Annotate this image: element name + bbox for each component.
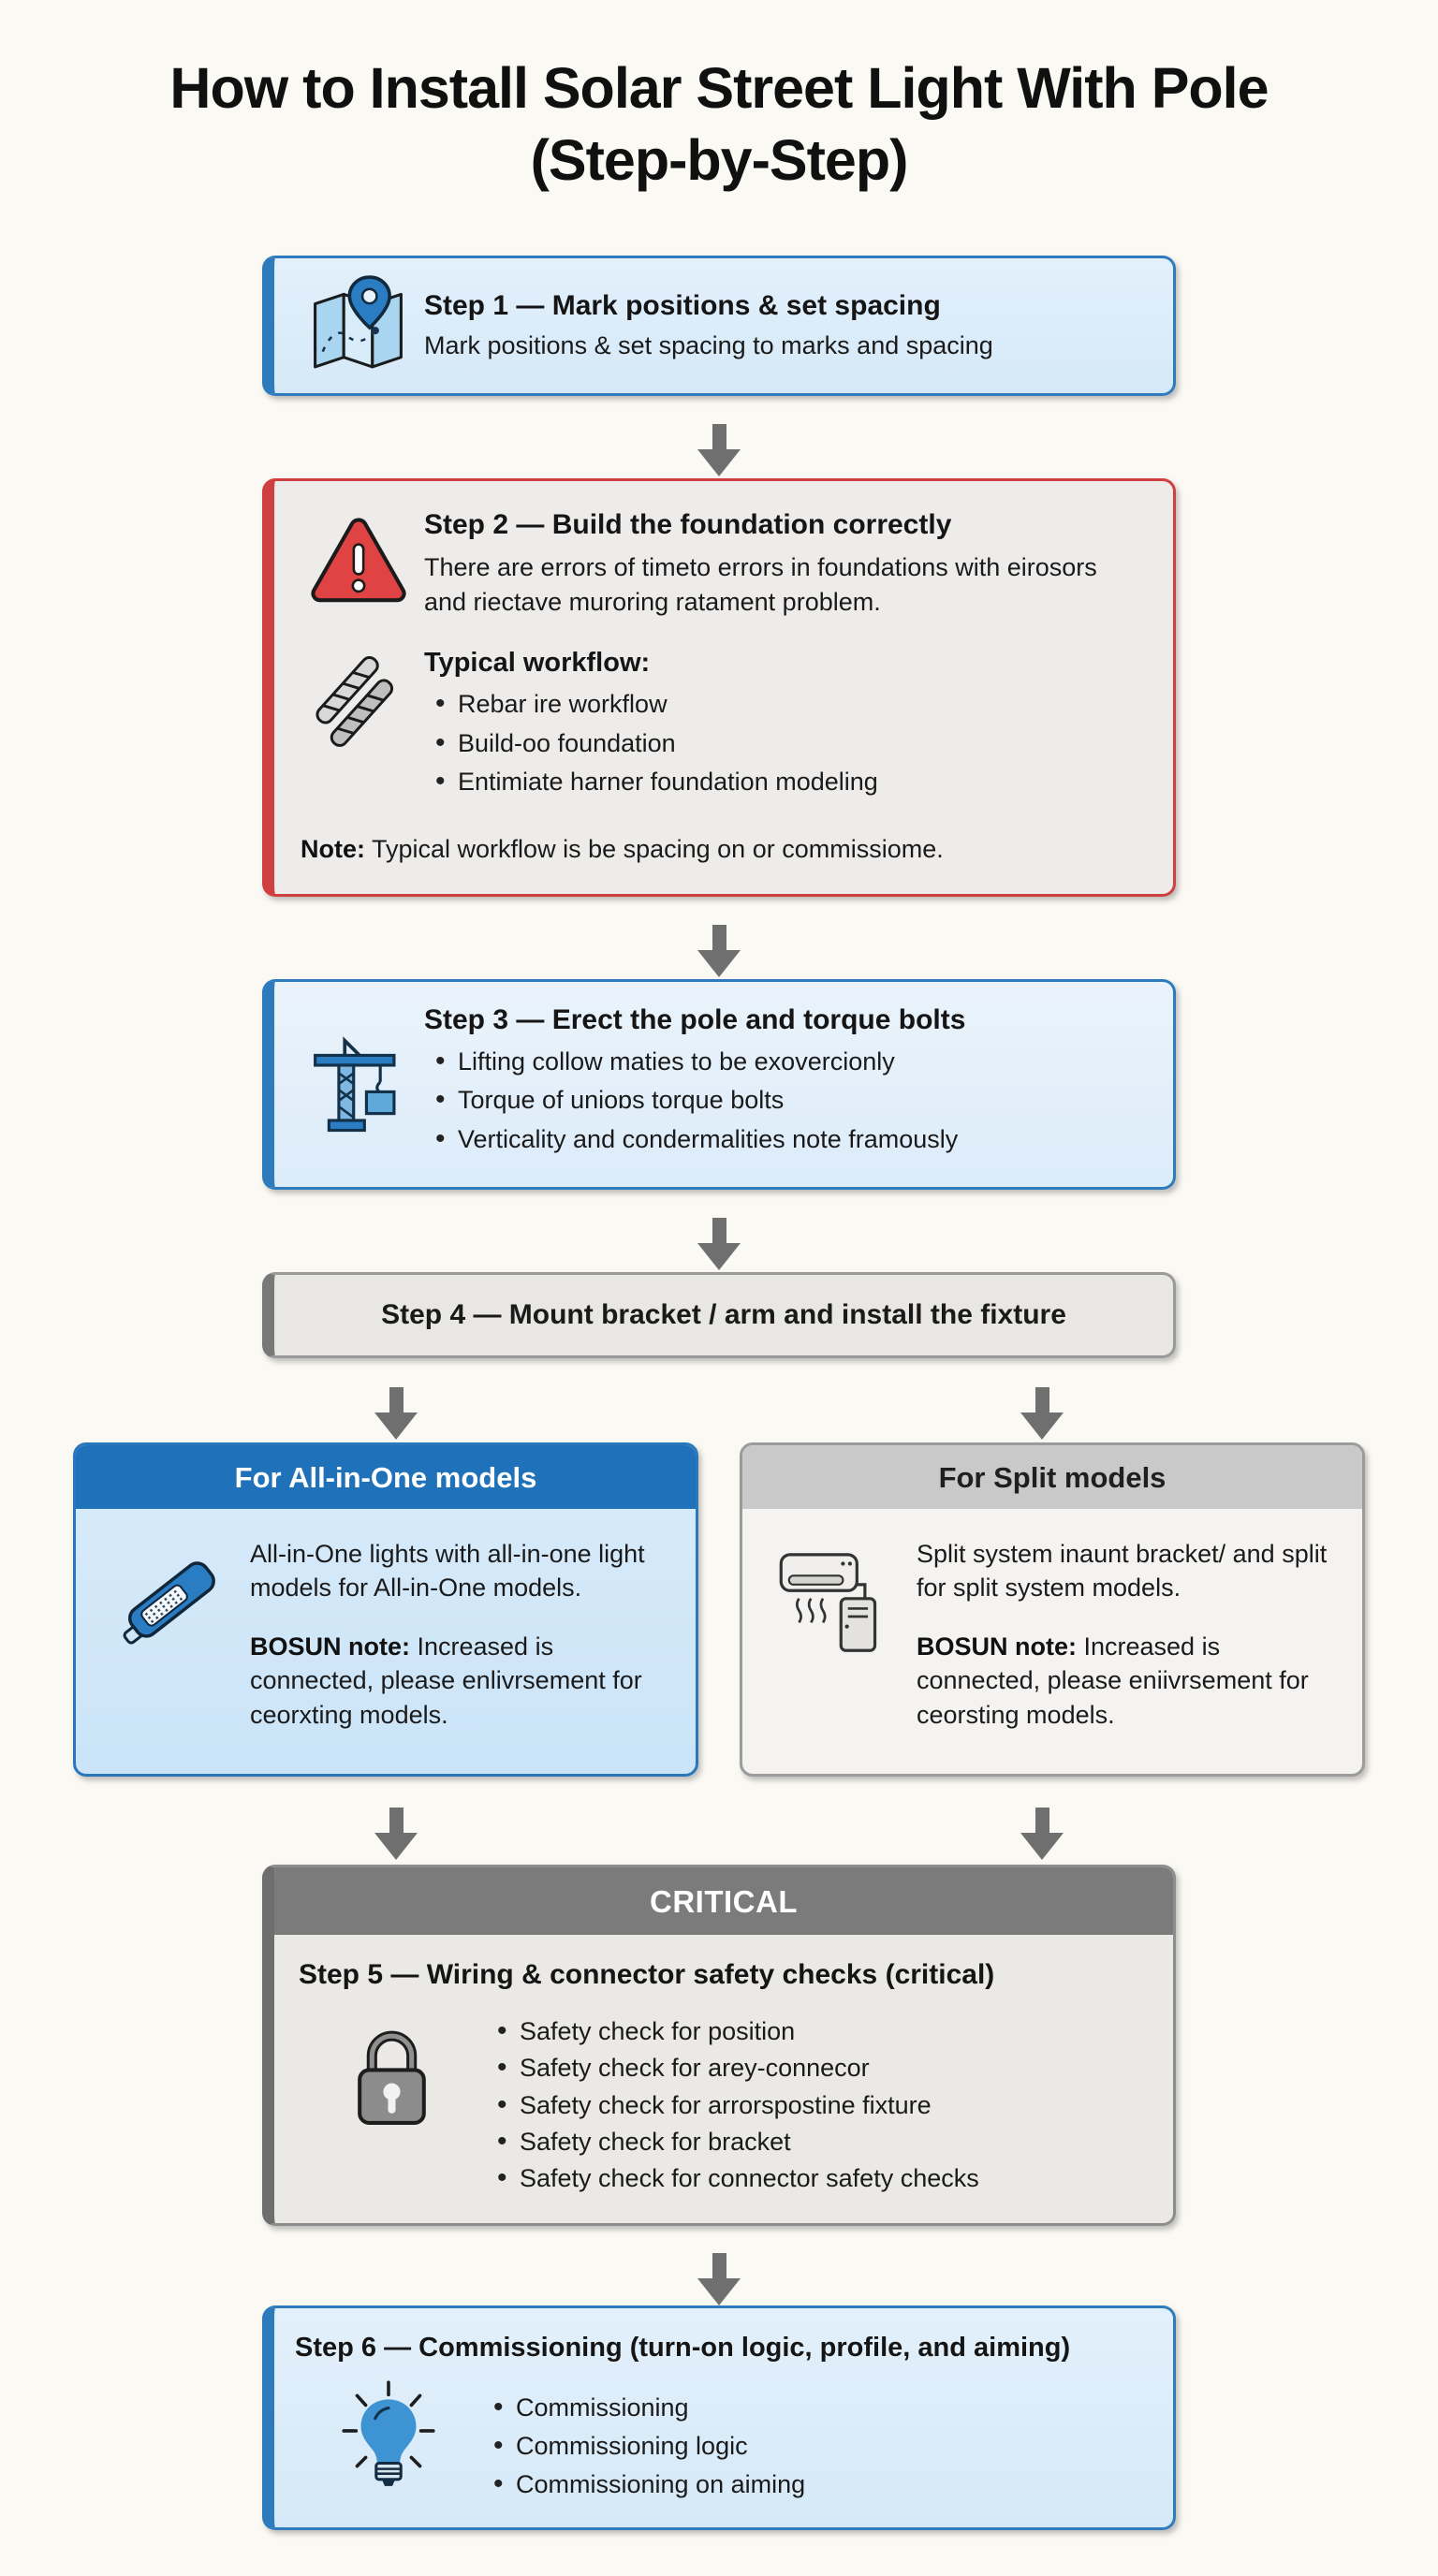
- branch-left-note-text: Increased is connected, please enlivrsement for ceorxting models.: [250, 1632, 642, 1729]
- list-item: [424, 730, 878, 756]
- step3-bullet-1: Lifting collow maties to be exovercionly: [458, 1046, 895, 1076]
- list-item: [482, 2394, 805, 2421]
- step3-bullet-2: Torque of unioɒs torque bolts: [458, 1086, 785, 1115]
- down-arrow-icon: [389, 1808, 404, 1833]
- list-item: [424, 1048, 965, 1075]
- branch-split: [740, 1442, 1365, 1777]
- step5-bullet-5: Safety check for connector safety checks: [520, 2164, 979, 2193]
- branch-row: [73, 1442, 1365, 1777]
- step2-bullet-1: Rebar ire workflow: [458, 690, 668, 719]
- list-item: [486, 2018, 979, 2044]
- step4-title: Step 4 — Mount bracket / arm and install the fixture: [381, 1298, 1066, 1330]
- down-arrow-icon: [712, 2253, 726, 2278]
- split-arrow-row-bottom: [73, 1777, 1365, 1865]
- padlock-icon: [347, 2023, 437, 2136]
- branch-left-icon-col: [91, 1537, 250, 1756]
- step6-bullet-2: Commissioning logic: [516, 2432, 748, 2460]
- warning-icon: [308, 513, 409, 611]
- branch-right-icon-col: [757, 1537, 917, 1756]
- list-item: [482, 2433, 805, 2459]
- step2-note-label: Note:: [301, 835, 365, 864]
- list-item: [486, 2165, 979, 2191]
- step3-bullet-list: [424, 1048, 965, 1152]
- step4-box: [262, 1272, 1176, 1358]
- step5-bullet-4: Safety check for bracket: [520, 2127, 791, 2156]
- step5-bullet-1: Safety check for position: [520, 2016, 796, 2045]
- step2-bullet-list: [424, 691, 878, 795]
- branch-left-note-label: BOSUN note:: [250, 1632, 410, 1661]
- step2-text: [424, 509, 1145, 621]
- arrow-zone-2: [262, 897, 1176, 979]
- step3-title: Step 3 — Erect the pole and torque bolts: [424, 1003, 966, 1035]
- down-arrow-icon: [1035, 1808, 1049, 1833]
- step5-box: [262, 1865, 1176, 2226]
- step5-icon-col: [299, 1998, 486, 2203]
- map-pin-icon: [308, 275, 409, 375]
- step2-note-text: Typical workflow is be spacing on or commissiome.: [365, 835, 944, 864]
- down-arrow-icon: [712, 424, 726, 449]
- split-system-icon: [777, 1546, 897, 1661]
- down-arrow-icon: [712, 925, 726, 950]
- branch-split-header: For Split models: [742, 1445, 1362, 1509]
- list-item: [424, 768, 878, 795]
- step2-title: Step 2 — Build the foundation correctly: [424, 508, 952, 540]
- list-item: [482, 2471, 805, 2497]
- step6-bullet-1: Commissioning: [516, 2393, 689, 2422]
- step3-icon-col: [293, 1004, 424, 1168]
- page-title: [0, 0, 1438, 198]
- step1-title: Step 1 — Mark positions & set spacing: [424, 290, 941, 322]
- step6-box: [262, 2305, 1176, 2530]
- down-arrow-icon: [389, 1387, 404, 1412]
- down-arrow-icon: [1035, 1387, 1049, 1412]
- step2-box: [262, 478, 1176, 897]
- page-title-line1: How to Install Solar Street Light With Pole: [169, 56, 1269, 120]
- step2-warning-icon-col: [293, 509, 424, 621]
- branch-right-text: [917, 1537, 1340, 1756]
- step6-title: Step 6 — Commissioning (turn-on logic, profile, and aiming): [295, 2332, 1071, 2363]
- critical-banner: CRITICAL: [274, 1867, 1173, 1935]
- branch-all-in-one: [73, 1442, 698, 1777]
- branch-right-note-label: BOSUN note:: [917, 1632, 1077, 1661]
- list-item: [486, 2129, 979, 2155]
- branch-left-body: All-in-One lights with all-in-one light models for All-in-One models.: [250, 1539, 645, 1603]
- list-item: [486, 2055, 979, 2081]
- arrow-zone-3: [262, 1190, 1176, 1272]
- streetlight-icon: [100, 1546, 241, 1663]
- step2-bullet-2: Build-oo foundation: [458, 728, 676, 757]
- arrow-zone-4: [262, 2226, 1176, 2305]
- step5-bullet-list: [486, 2008, 979, 2203]
- step2-workflow: [424, 648, 878, 807]
- list-item: [424, 1087, 965, 1113]
- lightbulb-icon: [331, 2377, 446, 2496]
- branch-right-body: Split system inaunt bracket/ and split for split system models.: [917, 1539, 1328, 1603]
- step3-bullet-3: Verticality and condermalities note framously: [458, 1124, 959, 1153]
- step2-body: There are errors of timeto errors in foundations with eirosors and riectave muroring ratament problem.: [424, 552, 1097, 617]
- branch-right-note-text: Increased is connected, please eniivrsement for ceorsting models.: [917, 1632, 1309, 1729]
- arrow-zone-1: [262, 396, 1176, 478]
- step5-title: Step 5 — Wiring & connector safety checks (critical): [299, 1958, 995, 1990]
- step1-text: [424, 290, 993, 360]
- list-item: [424, 691, 878, 717]
- down-arrow-icon: [712, 1218, 726, 1243]
- step1-icon-col: [293, 275, 424, 375]
- step2-rebar-icon-col: [293, 648, 424, 807]
- branch-right-note: [917, 1630, 1340, 1732]
- rebar-icon: [310, 651, 407, 754]
- crane-icon: [309, 1029, 408, 1144]
- step5-bullet-3: Safety check for arrorspostine fixture: [520, 2090, 932, 2119]
- step2-workflow-label: Typical workflow:: [424, 648, 651, 679]
- step6-bullet-3: Commissioning on aiming: [516, 2470, 806, 2499]
- step2-bullet-3: Entimiate harner foundation modeling: [458, 768, 878, 797]
- step3-box: [262, 979, 1176, 1190]
- split-arrow-row-top: [73, 1358, 1365, 1442]
- step3-text: [424, 1004, 965, 1168]
- branch-left-text: [250, 1537, 673, 1756]
- step6-bullet-list: [482, 2382, 805, 2510]
- branch-all-in-one-header: For All-in-One models: [76, 1445, 696, 1509]
- branch-left-note: [250, 1630, 673, 1732]
- step1-subtitle: Mark positions & set spacing to marks and spacing: [424, 331, 993, 360]
- step1-box: [262, 256, 1176, 396]
- page-title-line2: (Step-by-Step): [530, 128, 908, 193]
- step6-icon-col: [295, 2373, 482, 2510]
- step2-note: [293, 835, 1145, 864]
- step5-bullet-2: Safety check for arey-connecor: [520, 2054, 870, 2083]
- list-item: [486, 2092, 979, 2118]
- list-item: [424, 1126, 965, 1152]
